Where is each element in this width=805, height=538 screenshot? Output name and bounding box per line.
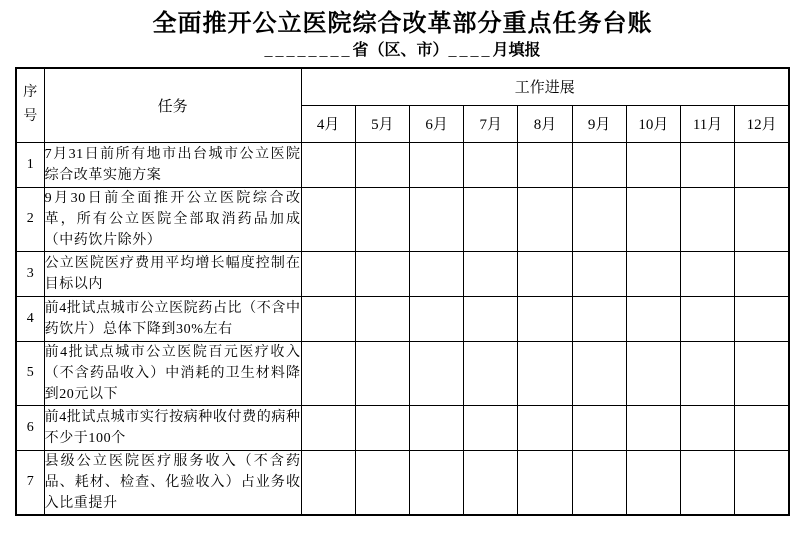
progress-cell[interactable]: [409, 187, 463, 251]
task-text: 县级公立医院医疗服务收入（不含药品、耗材、检查、化验收入）占业务收入比重提升: [44, 450, 301, 515]
header-task: 任务: [44, 68, 301, 142]
progress-cell[interactable]: [680, 341, 734, 405]
progress-cell[interactable]: [572, 251, 626, 296]
progress-cell[interactable]: [680, 405, 734, 450]
header-month-6: 6月: [409, 105, 463, 142]
table-row: [16, 405, 789, 450]
progress-cell[interactable]: [409, 251, 463, 296]
header-index: [16, 68, 44, 142]
progress-cell[interactable]: [301, 187, 355, 251]
header-index-label: 序号: [23, 85, 38, 125]
progress-cell[interactable]: [572, 405, 626, 450]
row-index: 4: [16, 296, 44, 341]
progress-cell[interactable]: [355, 251, 409, 296]
progress-cell[interactable]: [301, 405, 355, 450]
row-index: 5: [16, 341, 44, 405]
row-index: 3: [16, 251, 44, 296]
header-month-11: 11月: [680, 105, 734, 142]
progress-cell[interactable]: [735, 450, 789, 515]
progress-cell[interactable]: [464, 405, 518, 450]
progress-cell[interactable]: [355, 187, 409, 251]
progress-cell[interactable]: [735, 187, 789, 251]
progress-cell[interactable]: [355, 142, 409, 187]
progress-cell[interactable]: [355, 296, 409, 341]
progress-cell[interactable]: [409, 341, 463, 405]
progress-cell[interactable]: [464, 296, 518, 341]
table-row: [16, 296, 789, 341]
progress-cell[interactable]: [518, 341, 572, 405]
province-blank-field[interactable]: ________: [264, 42, 353, 59]
progress-cell[interactable]: [464, 341, 518, 405]
table-row: [16, 450, 789, 515]
header-month-10: 10月: [626, 105, 680, 142]
header-month-9: 9月: [572, 105, 626, 142]
progress-cell[interactable]: [680, 187, 734, 251]
progress-cell[interactable]: [626, 187, 680, 251]
header-month-5: 5月: [355, 105, 409, 142]
progress-cell[interactable]: [518, 405, 572, 450]
progress-cell[interactable]: [518, 142, 572, 187]
row-index: 2: [16, 187, 44, 251]
form-page: [0, 10, 805, 516]
progress-cell[interactable]: [735, 296, 789, 341]
progress-cell[interactable]: [464, 251, 518, 296]
progress-cell[interactable]: [626, 341, 680, 405]
progress-cell[interactable]: [409, 450, 463, 515]
progress-cell[interactable]: [355, 450, 409, 515]
progress-cell[interactable]: [735, 405, 789, 450]
row-index: 6: [16, 405, 44, 450]
progress-cell[interactable]: [626, 450, 680, 515]
progress-cell[interactable]: [301, 296, 355, 341]
progress-cell[interactable]: [735, 341, 789, 405]
task-text: 前4批试点城市实行按病种收付费的病种不少于100个: [44, 405, 301, 450]
header-month-7: 7月: [464, 105, 518, 142]
header-month-8: 8月: [518, 105, 572, 142]
progress-cell[interactable]: [735, 251, 789, 296]
progress-cell[interactable]: [409, 405, 463, 450]
progress-cell[interactable]: [518, 450, 572, 515]
table-row: [16, 251, 789, 296]
progress-cell[interactable]: [518, 187, 572, 251]
progress-cell[interactable]: [680, 251, 734, 296]
progress-cell[interactable]: [626, 251, 680, 296]
progress-cell[interactable]: [301, 142, 355, 187]
task-text: 前4批试点城市公立医院百元医疗收入（不含药品收入）中消耗的卫生材料降到20元以下: [44, 341, 301, 405]
month-blank-field[interactable]: ____: [448, 42, 493, 59]
progress-cell[interactable]: [301, 450, 355, 515]
progress-cell[interactable]: [572, 296, 626, 341]
progress-cell[interactable]: [626, 405, 680, 450]
progress-cell[interactable]: [680, 296, 734, 341]
progress-cell[interactable]: [572, 187, 626, 251]
table-row: [16, 187, 789, 251]
progress-cell[interactable]: [409, 142, 463, 187]
document-subtitle: [0, 40, 805, 62]
progress-cell[interactable]: [735, 142, 789, 187]
progress-cell[interactable]: [355, 405, 409, 450]
progress-cell[interactable]: [301, 341, 355, 405]
progress-cell[interactable]: [572, 450, 626, 515]
progress-cell[interactable]: [680, 450, 734, 515]
document-title: 全面推开公立医院综合改革部分重点任务台账: [152, 11, 653, 37]
task-text: 7月31日前所有地市出台城市公立医院综合改革实施方案: [44, 142, 301, 187]
row-index: 7: [16, 450, 44, 515]
progress-cell[interactable]: [572, 142, 626, 187]
progress-cell[interactable]: [518, 296, 572, 341]
progress-cell[interactable]: [626, 296, 680, 341]
month-label: 月填报: [492, 42, 541, 59]
progress-cell[interactable]: [409, 296, 463, 341]
task-ledger-table: [15, 67, 790, 516]
header-progress: 工作进展: [301, 68, 789, 105]
province-label: 省（区、市）: [352, 42, 449, 59]
row-index: 1: [16, 142, 44, 187]
progress-cell[interactable]: [518, 251, 572, 296]
header-month-4: 4月: [301, 105, 355, 142]
progress-cell[interactable]: [464, 142, 518, 187]
progress-cell[interactable]: [572, 341, 626, 405]
progress-cell[interactable]: [680, 142, 734, 187]
task-text: 公立医院医疗费用平均增长幅度控制在目标以内: [44, 251, 301, 296]
progress-cell[interactable]: [464, 187, 518, 251]
task-text: 9月30日前全面推开公立医院综合改革，所有公立医院全部取消药品加成（中药饮片除外）: [44, 187, 301, 251]
task-text: 前4批试点城市公立医院药占比（不含中药饮片）总体下降到30%左右: [44, 296, 301, 341]
table-row: [16, 142, 789, 187]
progress-cell[interactable]: [355, 341, 409, 405]
progress-cell[interactable]: [464, 450, 518, 515]
progress-cell[interactable]: [626, 142, 680, 187]
table-row: [16, 341, 789, 405]
progress-cell[interactable]: [301, 251, 355, 296]
header-month-12: 12月: [735, 105, 789, 142]
